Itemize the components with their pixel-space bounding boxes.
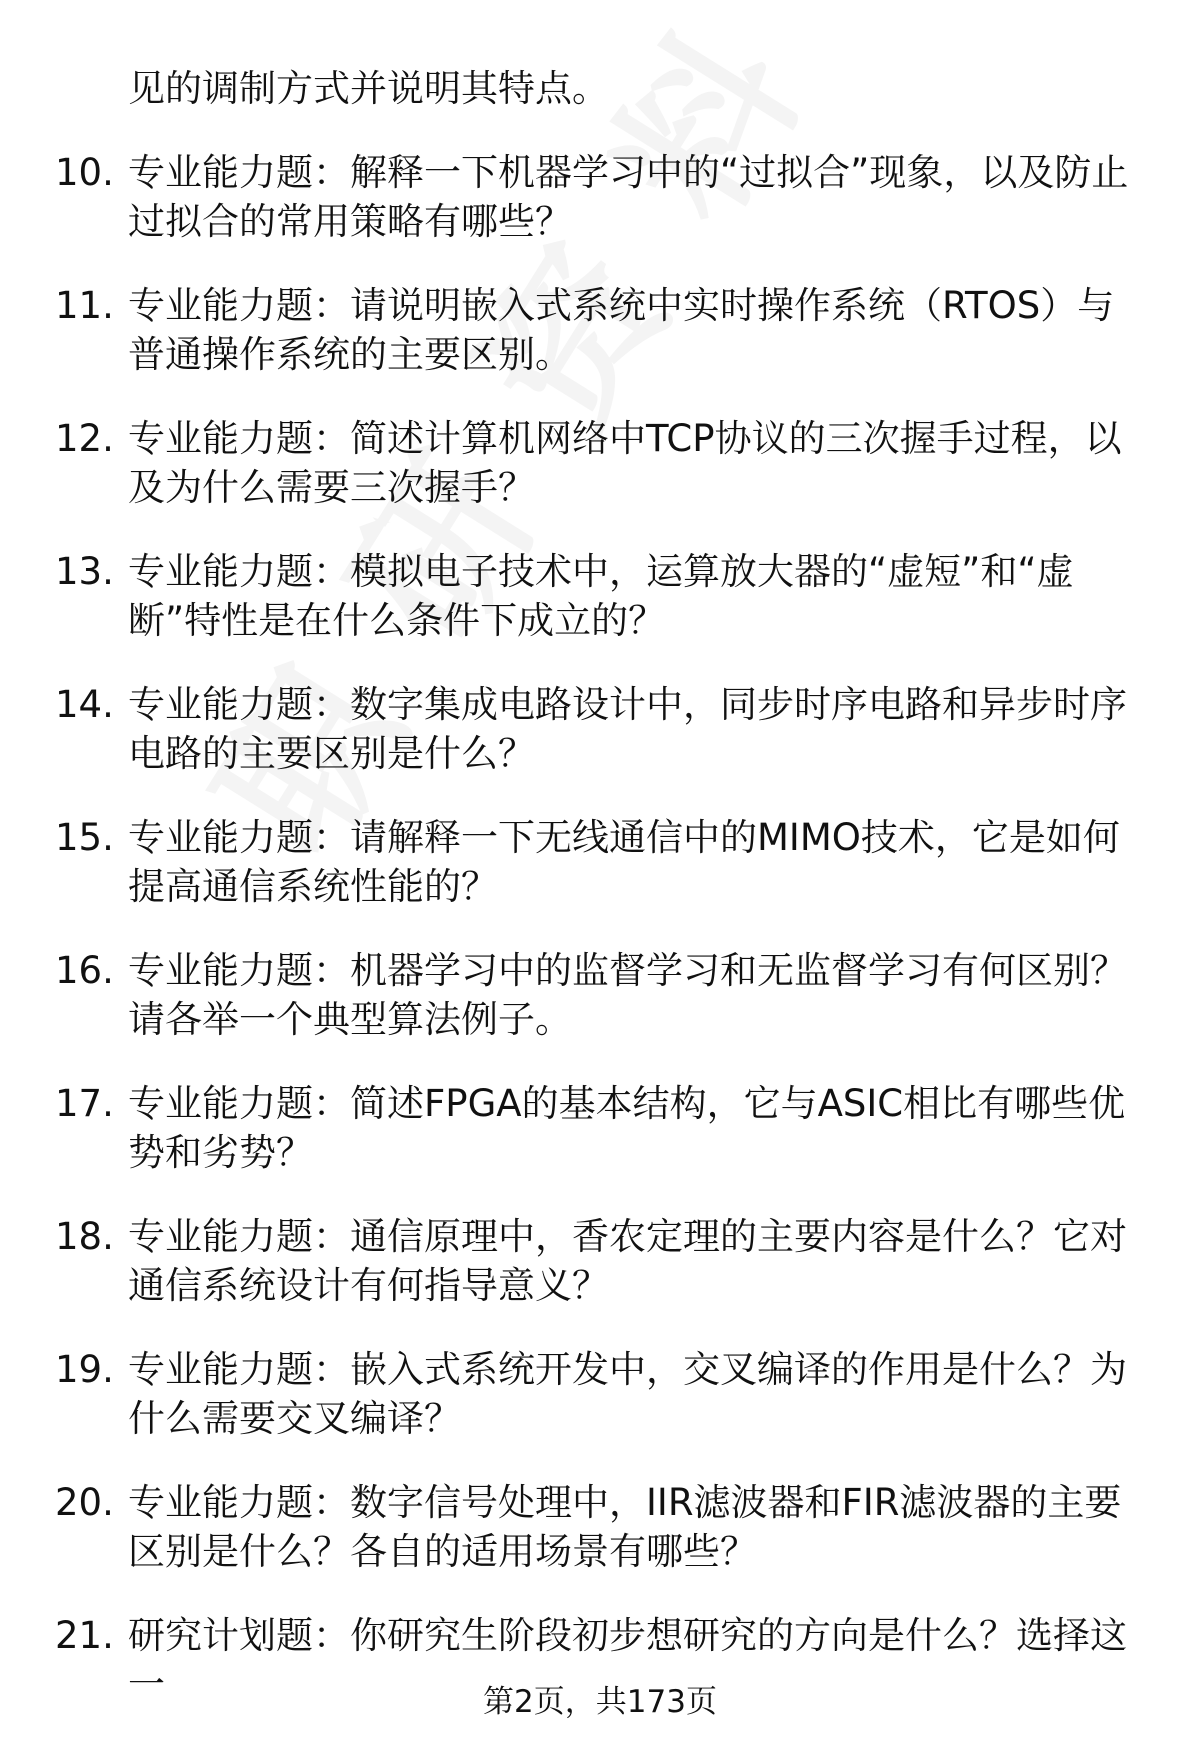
question-item <box>0 1212 1200 1345</box>
question-number: 18. <box>55 1215 114 1258</box>
question-text: 研究计划题：你研究生阶段初步想研究的方向是什么？选择这一 <box>128 1614 1127 1706</box>
question-number: 16. <box>55 949 114 992</box>
question-item <box>0 1079 1200 1212</box>
question-number: 13. <box>55 550 114 593</box>
question-text: 专业能力题：嵌入式系统开发中，交叉编译的作用是什么？为什么需要交叉编译？ <box>128 1348 1127 1440</box>
question-text: 专业能力题：机器学习中的监督学习和无监督学习有何区别？请各举一个典型算法例子。 <box>128 949 1127 1041</box>
question-text: 专业能力题：通信原理中，香农定理的主要内容是什么？它对通信系统设计有何指导意义？ <box>128 1215 1127 1307</box>
question-item <box>0 1611 1200 1744</box>
question-item <box>0 680 1200 813</box>
question-item <box>0 414 1200 547</box>
question-text: 专业能力题：简述FPGA的基本结构，它与ASIC相比有哪些优势和劣势？ <box>128 1082 1126 1174</box>
question-number: 10. <box>55 151 114 194</box>
question-item <box>0 946 1200 1079</box>
question-number: 17. <box>55 1082 114 1125</box>
question-text: 专业能力题：解释一下机器学习中的“过拟合”现象，以及防止过拟合的常用策略有哪些？ <box>128 151 1129 243</box>
question-number: 20. <box>55 1481 114 1524</box>
question-text: 专业能力题：请解释一下无线通信中的MIMO技术，它是如何提高通信系统性能的？ <box>128 816 1120 908</box>
question-text: 专业能力题：数字集成电路设计中，同步时序电路和异步时序电路的主要区别是什么？ <box>128 683 1127 775</box>
question-item <box>0 547 1200 680</box>
question-item <box>0 281 1200 414</box>
question-item <box>0 1478 1200 1611</box>
question-text: 专业能力题：数字信号处理中，IIR滤波器和FIR滤波器的主要区别是什么？各自的适用场景有哪些？ <box>128 1481 1122 1573</box>
continuation-text: 见的调制方式并说明其特点。 <box>128 67 609 110</box>
question-number: 12. <box>55 417 114 460</box>
question-number: 15. <box>55 816 114 859</box>
question-number: 21. <box>55 1614 114 1657</box>
question-item <box>0 813 1200 946</box>
question-number: 19. <box>55 1348 114 1391</box>
question-text: 专业能力题：模拟电子技术中，运算放大器的“虚短”和“虚断”特性是在什么条件下成立的？ <box>128 550 1074 642</box>
question-text: 专业能力题：请说明嵌入式系统中实时操作系统（RTOS）与普通操作系统的主要区别。 <box>128 284 1115 376</box>
question-item <box>0 148 1200 281</box>
question-list <box>0 148 1200 1744</box>
question-number: 11. <box>55 284 114 327</box>
page-footer: 第2页，共173页 <box>483 1684 717 1720</box>
question-text: 专业能力题：简述计算机网络中TCP协议的三次握手过程，以及为什么需要三次握手？ <box>128 417 1122 509</box>
question-number: 14. <box>55 683 114 726</box>
question-item <box>0 1345 1200 1478</box>
